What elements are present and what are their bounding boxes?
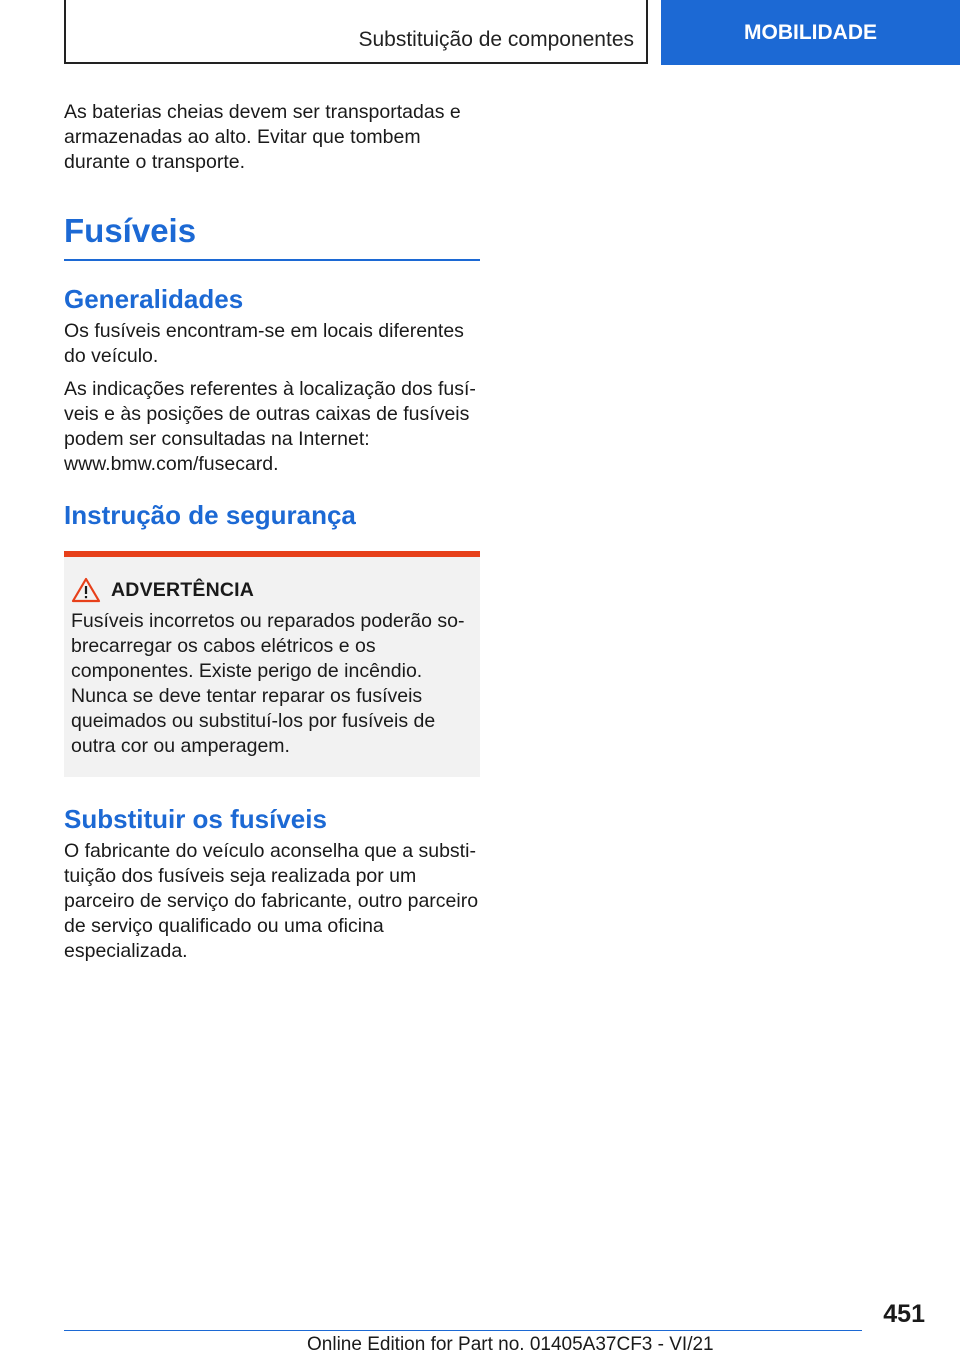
replace-paragraph: O fabricante do veículo aconselha que a substituição dos fusíveis seja realizada por um parceiro de serviço do fabricante, outro parceiro de serviço qualificado ou uma oficina especializada. <box>64 840 479 962</box>
page-number: 451 <box>883 1300 925 1328</box>
general-heading: Generalidades <box>64 284 244 314</box>
warning-box <box>64 551 480 777</box>
header-box <box>64 0 648 64</box>
warning-label: ADVERTÊNCIA <box>111 578 255 601</box>
footer-edition: Online Edition for Part no. 01405A37CF3 - VI/21 <box>307 1334 714 1355</box>
section-divider <box>64 259 480 261</box>
page-content <box>64 100 480 972</box>
replace-heading: Substituir os fusíveis <box>64 804 327 834</box>
warning-header <box>71 577 474 603</box>
warning-text: Fusíveis incorretos ou reparados poderão sobrecarregar os cabos elétricos e os componentes. Existe perigo de incêndio. Nunca se deve tentar reparar os fusíveis queimados ou substituí-los por fusíveis de outra cor ou amperagem. <box>71 610 465 757</box>
warning-triangle-icon <box>71 577 101 603</box>
safety-heading: Instrução de segurança <box>64 500 356 530</box>
intro-paragraph: As baterias cheias devem ser transportadas e armazenadas ao alto. Evitar que tombem durante o transporte. <box>64 101 461 173</box>
general-paragraph-1: Os fusíveis encontram-se em locais diferentes do veículo. <box>64 320 464 367</box>
footer-divider <box>64 1330 862 1331</box>
chapter-tab[interactable]: MOBILIDADE <box>661 0 960 65</box>
section-title: Fusíveis <box>64 212 197 249</box>
header-section-title: Substituição de componentes <box>358 28 634 51</box>
general-paragraph-2: As indicações referentes à localização dos fusíveis e às posições de outras caixas de fusíveis podem ser consultadas na Internet: www.bmw.com/fusecard. <box>64 378 476 475</box>
